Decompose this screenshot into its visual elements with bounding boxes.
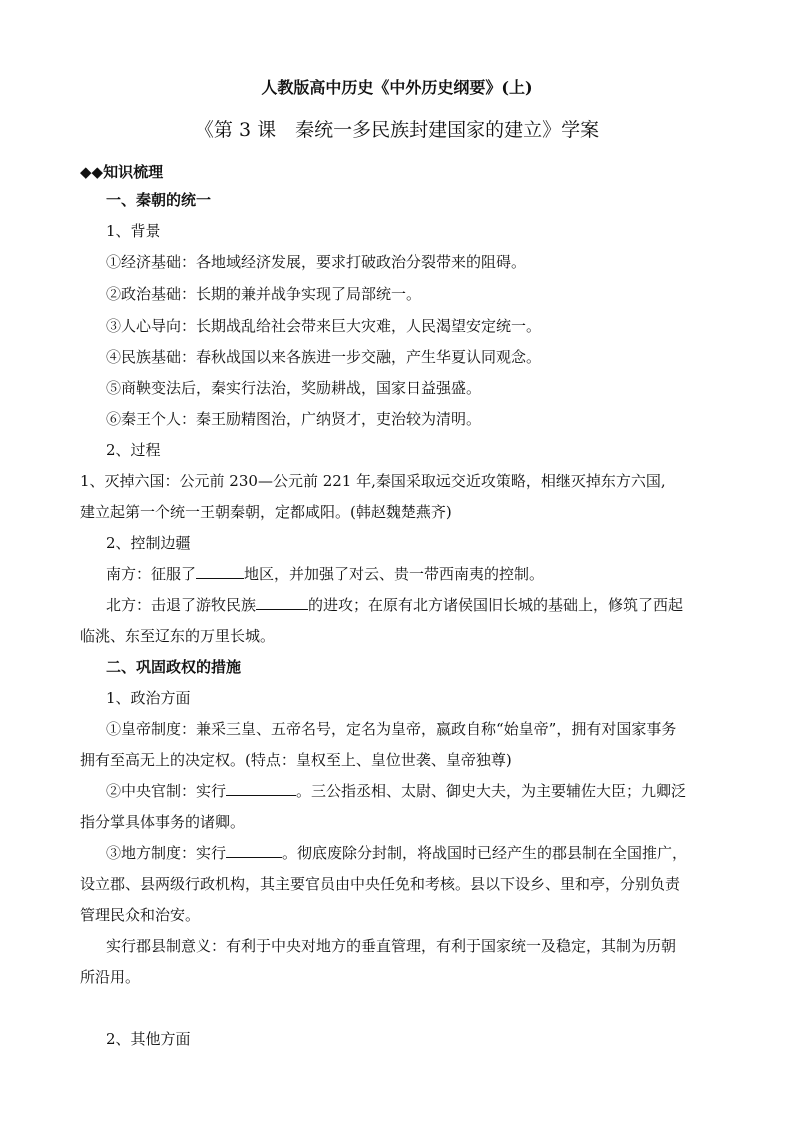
frontier-north xyxy=(106,595,734,615)
process-text: 1、灭掉六国：公元前 230—公元前 221 年,秦国采取远交近攻策略，相继灭掉东方六国, xyxy=(80,472,666,490)
background-item: ①经济基础：各地域经济发展，要求打破政治分裂带来的阻碍。 xyxy=(106,253,527,271)
frontier-south xyxy=(106,564,734,584)
south-text: 地区，并加强了对云、贵一带西南夷的控制。 xyxy=(244,565,545,583)
local-text: ③地方制度：实行 xyxy=(106,844,227,862)
local-text: 设立郡、县两级行政机构，其主要官员由中央任免和考核。县以下设乡、里和亭，分别负责 xyxy=(80,875,681,893)
central-text: ②中央官制：实行 xyxy=(106,782,227,800)
north-text: 的进攻；在原有北方诸侯国旧长城的基础上，修筑了西起 xyxy=(308,596,684,614)
north-text: 北方：击退了游牧民族 xyxy=(106,596,257,614)
process-text: 建立起第一个统一王朝秦朝，定都咸阳。(韩赵魏楚燕齐) xyxy=(80,503,452,521)
central-system xyxy=(106,781,734,801)
emperor-system: ①皇帝制度：兼采三皇、五帝名号，定名为皇帝，嬴政自称“始皇帝”，拥有对国家事务 xyxy=(106,720,677,738)
part2-sub-politics: 1、政治方面 xyxy=(106,689,191,707)
background-item: ②政治基础：长期的兼并战争实现了局部统一。 xyxy=(106,285,422,303)
south-text: 南方：征服了 xyxy=(106,565,197,583)
part1-sub-frontier: 2、控制边疆 xyxy=(106,534,191,552)
emperor-system: 拥有至高无上的决定权。(特点：皇权至上、皇位世袭、皇帝独尊) xyxy=(80,751,512,769)
background-item: ⑥秦王个人：秦王励精图治，广纳贤才，吏治较为清明。 xyxy=(106,410,482,428)
central-text: 指分掌具体事务的诸卿。 xyxy=(80,813,246,831)
north-text: 临洮、东至辽东的万里长城。 xyxy=(80,627,276,645)
part1-sub-process: 2、过程 xyxy=(106,441,161,459)
document-title: 人教版高中历史《中外历史纲要》(上) xyxy=(261,78,533,97)
county-meaning: 实行郡县制意义：有利于中央对地方的垂直管理，有利于国家统一及稳定，其制为历朝 xyxy=(106,937,677,955)
background-item: ⑤商鞅变法后，秦实行法治，奖励耕战，国家日益强盛。 xyxy=(106,379,482,397)
background-item: ③人心导向：长期战乱给社会带来巨大灾难，人民渴望安定统一。 xyxy=(106,317,542,335)
fill-blank[interactable] xyxy=(226,781,296,796)
fill-blank[interactable] xyxy=(256,595,308,610)
central-text: 。三公指丞相、太尉、御史大夫，为主要辅佐大臣；九卿泛 xyxy=(296,782,687,800)
part1-heading: 一、秦朝的统一 xyxy=(106,191,212,209)
lesson-title: 《第 3 课 秦统一多民族封建国家的建立》学案 xyxy=(194,119,600,141)
local-text: 。彻底废除分封制，将战国时已经产生的郡县制在全国推广， xyxy=(282,844,688,862)
local-system xyxy=(106,843,734,863)
part2-heading: 二、巩固政权的措施 xyxy=(106,658,242,676)
part2-sub-other: 2、其他方面 xyxy=(106,1030,191,1048)
section-marker: ◆◆知识梳理 xyxy=(80,163,164,181)
part1-sub-background: 1、背景 xyxy=(106,222,161,240)
county-meaning: 所沿用。 xyxy=(80,968,141,986)
background-item: ④民族基础：春秋战国以来各族进一步交融，产生华夏认同观念。 xyxy=(106,348,542,366)
local-text: 管理民众和治安。 xyxy=(80,906,201,924)
fill-blank[interactable] xyxy=(226,843,282,858)
fill-blank[interactable] xyxy=(196,564,244,579)
